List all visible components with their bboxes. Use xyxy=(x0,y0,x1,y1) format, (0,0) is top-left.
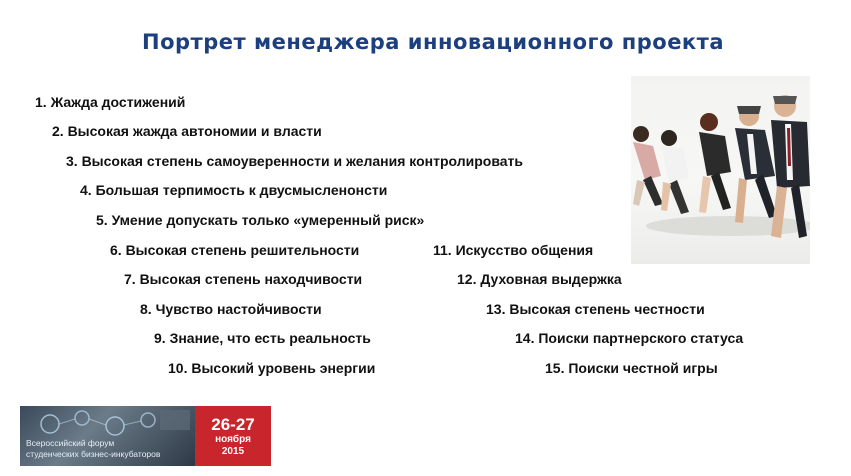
banner-date: 26-27 xyxy=(211,414,255,434)
list-item: 9. Знание, что есть реальность xyxy=(154,330,371,346)
list-item: 3. Высокая степень самоуверенности и желания контролировать xyxy=(66,153,524,169)
banner-year: 2015 xyxy=(221,445,245,457)
forum-banner xyxy=(20,406,271,466)
list-item: 11. Искусство общения xyxy=(433,242,594,258)
list-item: 14. Поиски партнерского статуса xyxy=(515,330,744,346)
list-item: 7. Высокая степень находчивости xyxy=(124,271,363,287)
list-item: 8. Чувство настойчивости xyxy=(140,301,322,317)
business-people-starting-line-photo-icon xyxy=(631,76,810,264)
list-item: 15. Поиски честной игры xyxy=(545,360,718,376)
banner-line-2: студенческих бизнес-инкубаторов xyxy=(26,449,161,459)
list-item: 5. Умение допускать только «умеренный риск» xyxy=(96,212,425,228)
list-item: 10. Высокий уровень энергии xyxy=(168,360,376,376)
business-people-photo xyxy=(631,76,810,264)
banner-line-1: Всероссийский форум xyxy=(26,438,115,448)
list-item: 13. Высокая степень честности xyxy=(486,301,705,317)
list-item: 4. Большая терпимость к двусмысленонсти xyxy=(80,182,388,198)
list-item: 1. Жажда достижений xyxy=(35,94,186,110)
list-item: 12. Духовная выдержка xyxy=(457,271,622,287)
banner-date-box xyxy=(195,406,271,466)
page-title: Портрет менеджера инновационного проекта xyxy=(142,30,725,54)
banner-image xyxy=(20,406,195,466)
banner-month: ноября xyxy=(215,433,251,445)
list-item: 2. Высокая жажда автономии и власти xyxy=(52,123,322,139)
list-item: 6. Высокая степень решительности xyxy=(110,242,360,258)
